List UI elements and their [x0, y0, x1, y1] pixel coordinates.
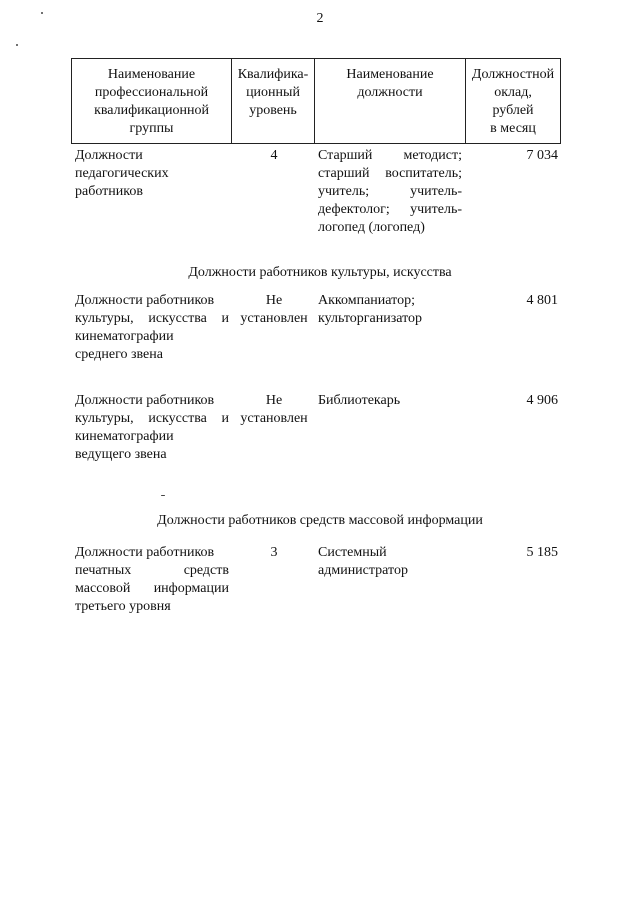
header-text: Квалифика- — [237, 67, 309, 82]
cell-text: среднего звена — [75, 347, 163, 362]
cell-text: логопед (логопед) — [318, 220, 425, 235]
cell-text: кинематографии — [75, 429, 174, 444]
cell-text: Не — [265, 293, 283, 308]
header-col-salary — [466, 59, 560, 143]
table-row-salary-cell: 4 801 — [526, 293, 558, 308]
cell-text: культуры, искусства и — [75, 411, 229, 426]
cell-text: установлен — [240, 411, 308, 426]
scan-speck — [161, 495, 165, 496]
table-row-group-cell — [75, 544, 229, 616]
header-col-group — [72, 59, 232, 143]
table-row-salary-cell: 5 185 — [526, 545, 558, 560]
cell-text: работников — [75, 184, 143, 199]
table-row-group-cell — [75, 392, 229, 464]
table-row-group-cell — [75, 147, 229, 201]
cell-text: ведущего звена — [75, 447, 167, 462]
header-text: ционный — [246, 85, 300, 100]
cell-text: культуры, искусства и — [75, 311, 229, 326]
header-text: должности — [357, 85, 423, 100]
cell-text: 3 — [270, 545, 278, 560]
cell-text: третьего уровня — [75, 599, 171, 614]
section-title-media: Должности работников средств массовой информации — [157, 513, 483, 528]
header-text: оклад, — [494, 85, 532, 100]
table-row-group-cell — [75, 292, 229, 364]
cell-text: Библиотекарь — [318, 393, 401, 408]
header-text: профессиональной — [94, 85, 209, 100]
header-col-level — [232, 59, 315, 143]
table-row-position-cell — [318, 147, 462, 237]
header-text: Должностной — [471, 67, 555, 82]
cell-text: кинематографии — [75, 329, 174, 344]
table-row-salary-cell: 4 906 — [526, 393, 558, 408]
table-row-level-cell — [233, 147, 315, 165]
cell-text: учитель; учитель- — [318, 184, 462, 199]
cell-text: культорганизатор — [318, 311, 423, 326]
header-text: группы — [129, 121, 174, 136]
cell-text: Должности работников — [75, 293, 215, 308]
cell-text: Системный — [318, 545, 387, 560]
table-row-position-cell — [318, 544, 462, 580]
cell-text: администратор — [318, 563, 408, 578]
table-row-position-cell — [318, 292, 462, 328]
cell-text: печатных средств — [75, 563, 229, 578]
header-text: квалификационной — [94, 103, 209, 118]
table-row-level-cell — [233, 292, 315, 328]
header-text: в месяц — [490, 121, 536, 136]
cell-text: Должности работников — [75, 545, 215, 560]
cell-text: старший воспитатель; — [318, 166, 462, 181]
scan-speck — [16, 44, 18, 46]
cell-text: Не — [265, 393, 283, 408]
cell-text: массовой информации — [75, 581, 229, 596]
cell-text: педагогических — [75, 166, 169, 181]
header-text: Наименование — [346, 67, 434, 82]
scan-speck — [41, 12, 43, 14]
header-col-position — [315, 59, 466, 143]
table-row-position-cell — [318, 392, 462, 410]
header-text: уровень — [249, 103, 297, 118]
cell-text: Аккомпаниатор; — [318, 293, 415, 308]
cell-text: установлен — [240, 311, 308, 326]
cell-text: Должности работников — [75, 393, 215, 408]
cell-text: дефектолог; учитель- — [318, 202, 462, 217]
section-title-culture: Должности работников культуры, искусства — [188, 265, 452, 280]
header-text: Наименование — [107, 67, 196, 82]
cell-text: 4 — [270, 148, 278, 163]
table-row-level-cell — [233, 392, 315, 428]
cell-text: Должности — [75, 148, 143, 163]
page-number: 2 — [316, 11, 324, 26]
header-text: рублей — [492, 103, 534, 118]
table-header — [71, 58, 561, 144]
cell-text: Старший методист; — [318, 148, 462, 163]
table-row-salary-cell: 7 034 — [526, 148, 558, 163]
table-row-level-cell — [233, 544, 315, 562]
